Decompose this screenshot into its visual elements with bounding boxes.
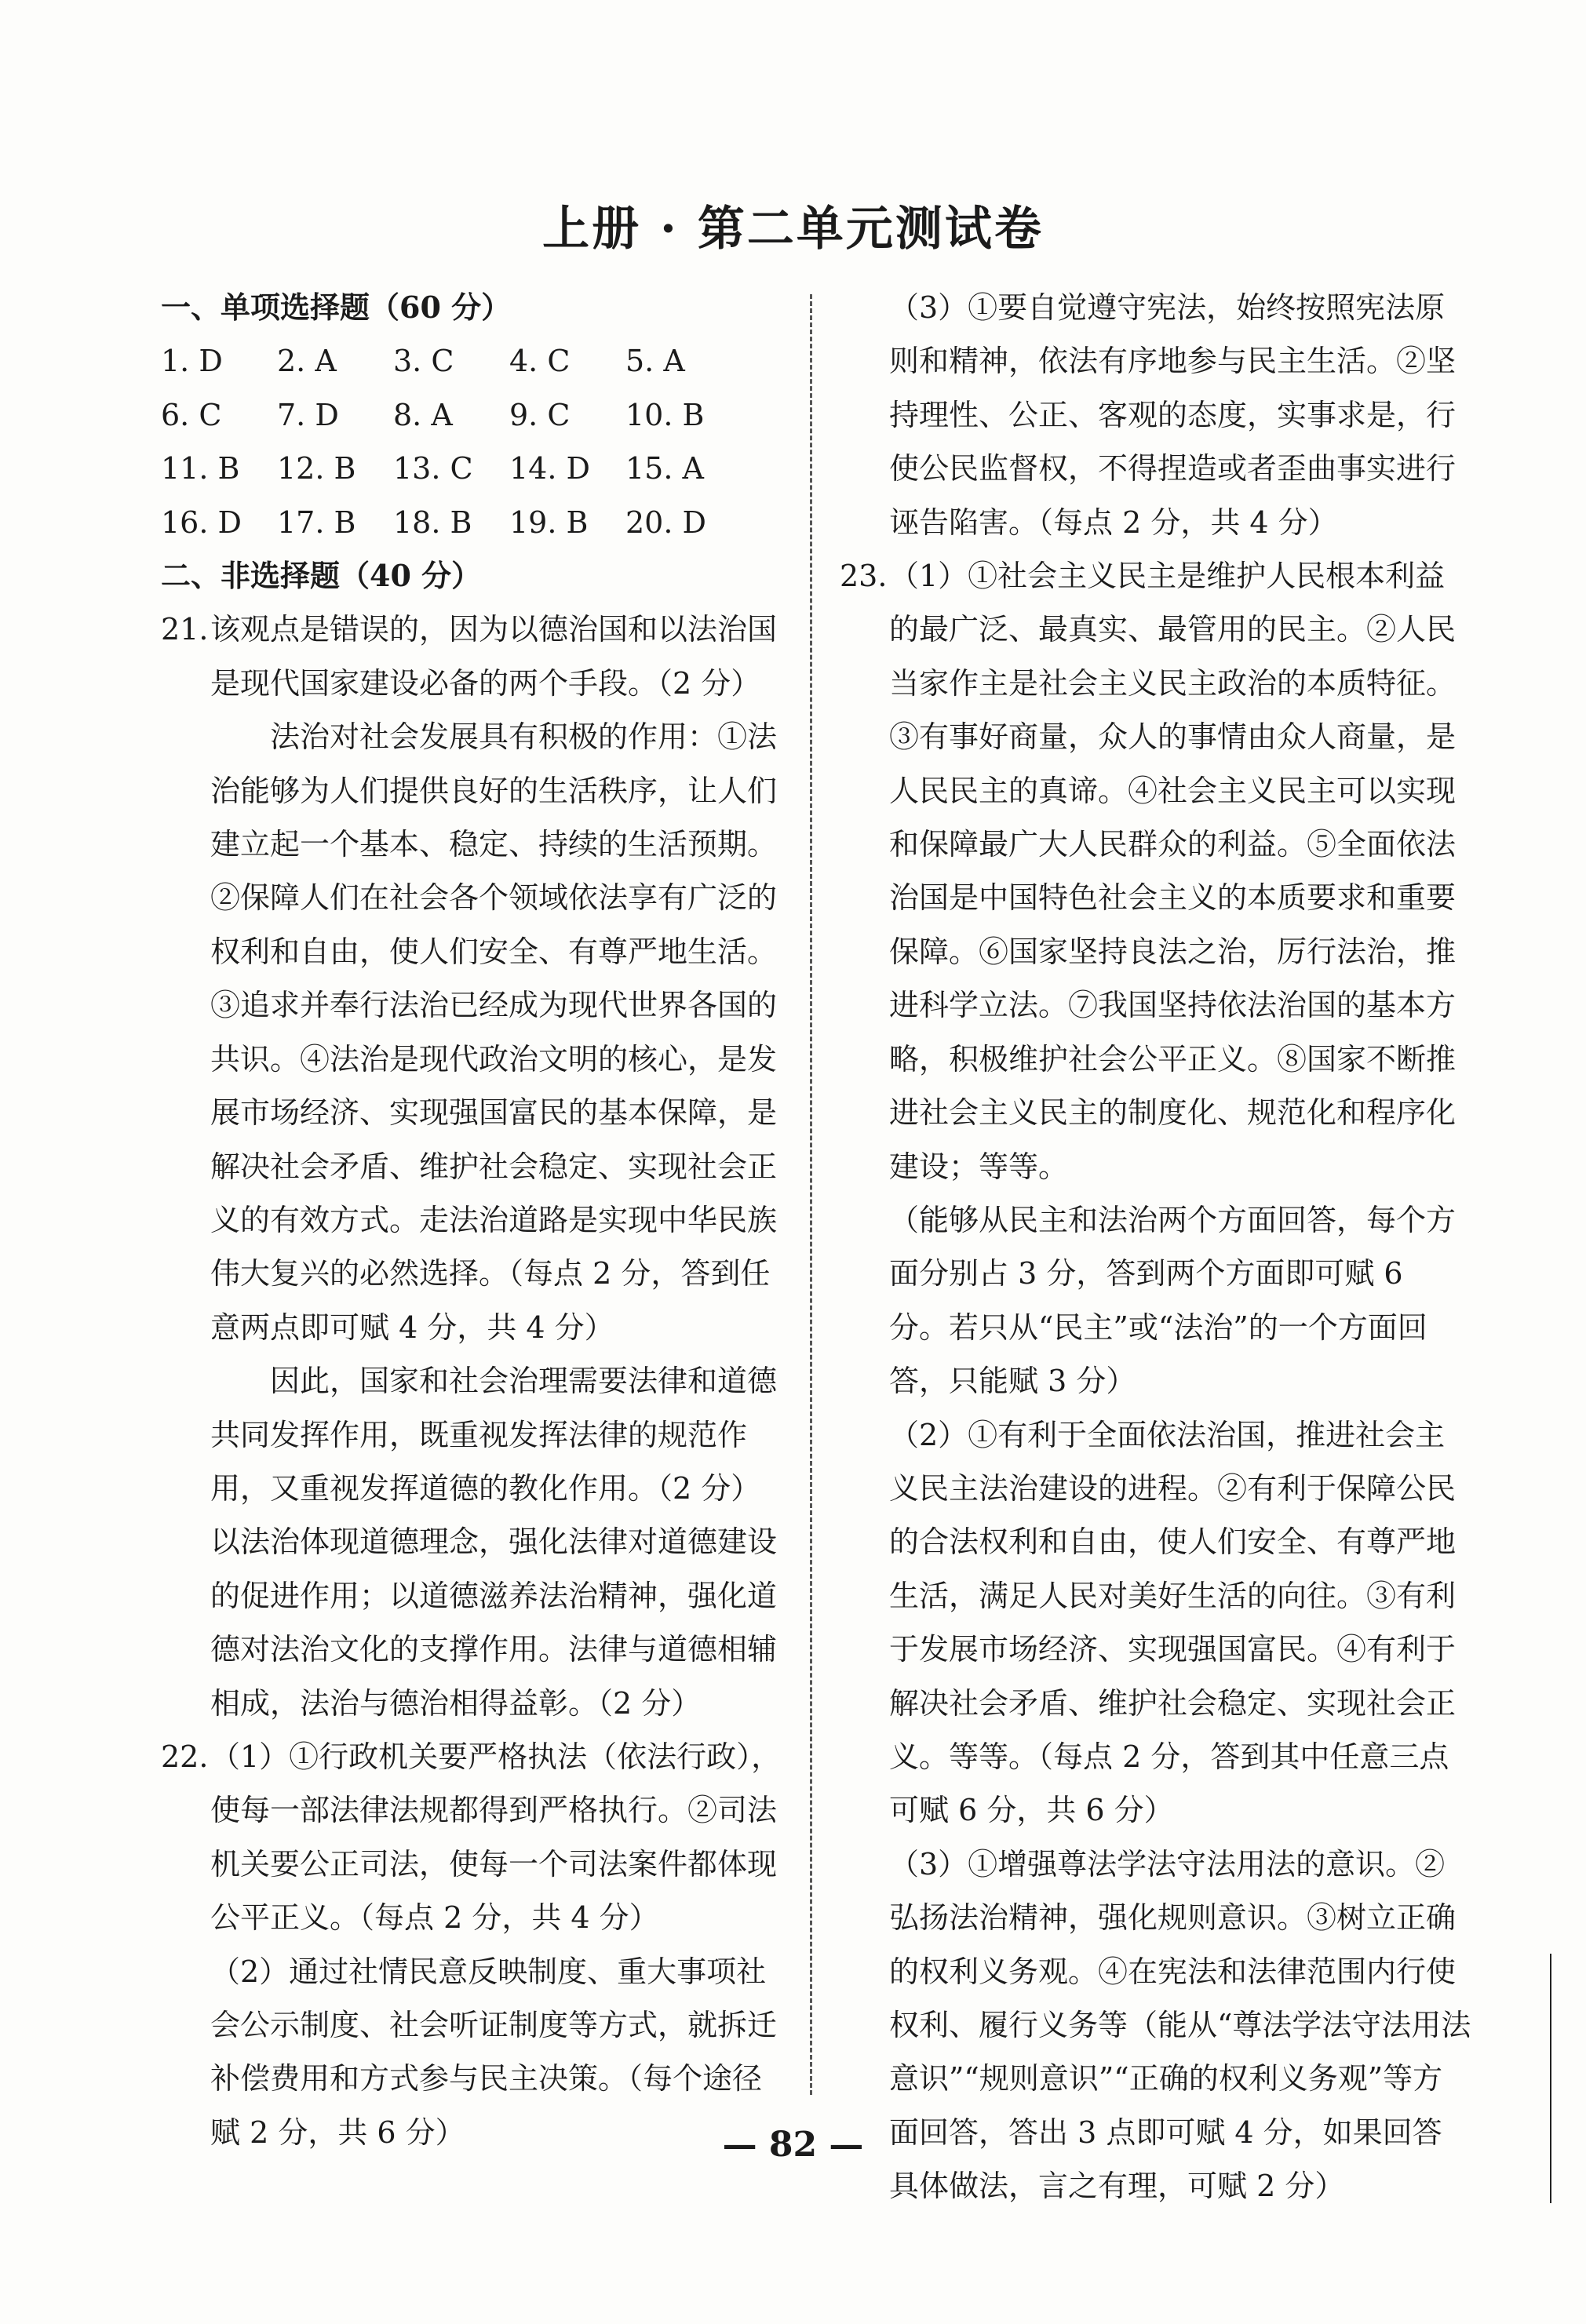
answer-item: 11. B — [161, 451, 240, 486]
answer-item: 7. D — [277, 397, 339, 432]
answer-paragraph: （3）①要自觉遵守宪法，始终按照宪法原则和精神，依法有序地参与民主生活。②坚持理性、公正、客观的态度，实事求是，行使公民监督权，不得捏造或者歪曲事实进行诬告陷害。（每点 2 分，共 4 分） — [889, 290, 1457, 540]
answer-item: 17. B — [277, 505, 356, 540]
column-divider — [810, 294, 812, 2095]
answer-text: 该观点是错误的，因为以德治国和以法治国是现代国家建设必备的两个手段。（2 分） — [210, 612, 778, 701]
question-22 — [161, 1730, 789, 1945]
answer-paragraph: 因此，国家和社会治理需要法律和道德共同发挥作用，既重视发挥法律的规范作用，又重视发挥道德的教化作用。（2 分）以法治体现道德理念，强化法律对道德建设的促进作用；以道德滋养法治精神，强化道德对法治文化的支撑作用。法律与道德相辅相成，法治与德治相得益彰。（2 分） — [210, 1364, 778, 1721]
right-column — [840, 281, 1471, 2213]
question-number: 23. — [840, 559, 888, 594]
question-21 — [161, 603, 789, 710]
scoring-note: （能够从民主和法治两个方面回答，每个方面分别占 3 分，答到两个方面即可赋 6 分。若只从“民主”或“法治”的一个方面回答，只能赋 3 分） — [889, 1202, 1457, 1399]
answer-item: 15. A — [625, 451, 704, 486]
answer-row — [161, 334, 789, 388]
answer-item: 14. D — [509, 451, 590, 486]
answer-paragraph: （2）①有利于全面依法治国，推进社会主义民主法治建设的进程。②有利于保障公民的合法权利和自由，使人们安全、有尊严地生活，满足人民对美好生活的向往。③有利于发展市场经济、实现强国富民。④有利于解决社会矛盾、维护社会稳定、实现社会正义。等等。（每点 2 分，答到其中任意三点可赋 6 分，共 6 分） — [889, 1417, 1457, 1828]
answer-item: 5. A — [625, 344, 685, 379]
answer-text: （1）①社会主义民主是维护人民根本利益的最广泛、最真实、最管用的民主。②人民当家作主是社会主义民主政治的本质特征。③有事好商量，众人的事情由众人商量，是人民民主的真谛。④社会主义民主可以实现和保障最广大人民群众的利益。⑤全面依法治国是中国特色社会主义的本质要求和重要保障。⑥国家坚持良法之治，厉行法治，推进科学立法。⑦我国坚持依法治国的基本方略，积极维护社会公平正义。⑧国家不断推进社会主义民主的制度化、规范化和程序化建设；等等。 — [889, 559, 1457, 1184]
answer-item: 10. B — [625, 397, 705, 432]
answer-item: 12. B — [277, 451, 356, 486]
page-edge-line — [1550, 1954, 1551, 2203]
answer-item: 13. C — [393, 451, 473, 486]
answer-row — [161, 442, 789, 495]
answer-item: 9. C — [509, 397, 571, 432]
answer-item: 18. B — [393, 505, 472, 540]
question-number: 21. — [161, 612, 209, 647]
answer-item: 19. B — [509, 505, 589, 540]
answer-item: 8. A — [393, 397, 453, 432]
answer-text: （1）①行政机关要严格执法（依法行政），使每一部法律法规都得到严格执行。②司法机关要公正司法，使每一个司法案件都体现公平正义。（每点 2 分，共 4 分） — [210, 1739, 782, 1936]
answer-row — [161, 388, 789, 442]
question-number: 22. — [161, 1739, 209, 1774]
page-number: — 82 — — [722, 2125, 864, 2165]
answer-item: 16. D — [161, 505, 242, 540]
left-column — [161, 281, 789, 2159]
answer-paragraph: 法治对社会发展具有积极的作用：①法治能够为人们提供良好的生活秩序，让人们建立起一个基本、稳定、持续的生活预期。②保障人们在社会各个领域依法享有广泛的权利和自由，使人们安全、有尊严地生活。③追求并奉行法治已经成为现代世界各国的共识。④法治是现代政治文明的核心，是发展市场经济、实现强国富民的基本保障，是解决社会矛盾、维护社会稳定、实现社会正义的有效方式。走法治道路是实现中华民族伟大复兴的必然选择。（每点 2 分，答到任意两点即可赋 4 分，共 4 分） — [210, 719, 778, 1345]
answer-row — [161, 496, 789, 549]
answer-item: 4. C — [509, 344, 571, 379]
answer-item: 2. A — [277, 344, 337, 379]
section-heading-choice: 一、单项选择题（60 分） — [161, 290, 512, 325]
answer-paragraph: （2）通过社情民意反映制度、重大事项社会公示制度、社会听证制度等方式，就拆迁补偿费用和方式参与民主决策。（每个途径赋 2 分，共 6 分） — [210, 1954, 778, 2150]
page-title: 上册 · 第二单元测试卷 — [542, 202, 1044, 257]
question-23 — [840, 549, 1471, 1193]
answer-paragraph: （3）①增强尊法学法守法用法的意识。②弘扬法治精神，强化规则意识。③树立正确的权利义务观。④在宪法和法律范围内行使权利、履行义务等（能从“尊法学法守法用法意识”“规则意识”“正确的权利义务观”等方面回答，答出 3 点即可赋 4 分，如果回答具体做法，言之有理，可赋 2 分） — [889, 1846, 1471, 2204]
answer-item: 1. D — [161, 344, 223, 379]
answer-item: 6. C — [161, 397, 222, 432]
answer-item: 20. D — [625, 505, 706, 540]
section-heading-open: 二、非选择题（40 分） — [161, 558, 482, 594]
answer-item: 3. C — [393, 344, 454, 379]
